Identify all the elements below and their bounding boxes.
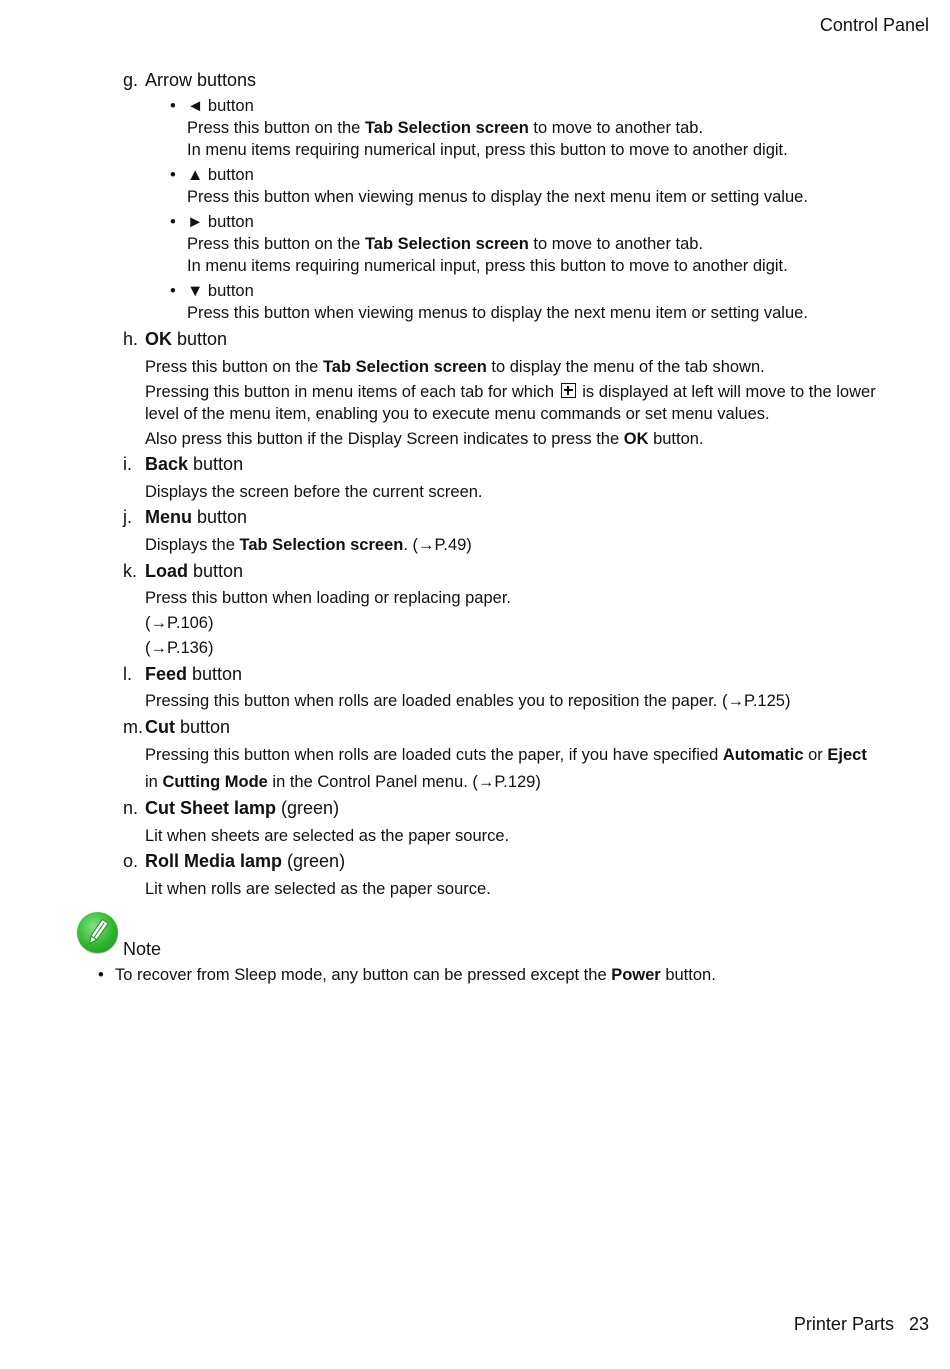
back-desc-1: Displays the screen before the current screen. xyxy=(145,483,483,501)
right-arrow-button-label: ► button xyxy=(187,213,254,231)
item-title-feed-button: Feed button xyxy=(145,664,243,684)
left-arrow-button-label: ◄ button xyxy=(187,97,254,115)
up-arrow-desc-1: Press this button when viewing menus to display the next menu item or setting value. xyxy=(187,188,808,206)
item-letter-k: k. xyxy=(123,561,138,581)
bullet: • xyxy=(170,213,176,231)
item-letter-l: l. xyxy=(123,664,132,684)
ok-desc-4: Also press this button if the Display Screen indicates to press the OK button. xyxy=(145,430,704,448)
item-letter-n: n. xyxy=(123,798,139,818)
right-arrow-desc-2: In menu items requiring numerical input, press this button to move to another digit. xyxy=(187,257,788,275)
up-arrow-button-label: ▲ button xyxy=(187,166,254,184)
item-title-cut-button: Cut button xyxy=(145,717,231,737)
load-ref-2[interactable]: (→P.136) xyxy=(145,639,214,657)
note-title: Note xyxy=(123,939,162,959)
item-title-arrow-buttons: Arrow buttons xyxy=(145,70,257,90)
down-arrow-desc-1: Press this button when viewing menus to display the next menu item or setting value. xyxy=(187,304,808,322)
bullet: • xyxy=(170,282,176,300)
bullet: • xyxy=(98,966,104,984)
item-title-cut-sheet-lamp: Cut Sheet lamp (green) xyxy=(145,798,340,818)
ok-desc-3: level of the menu item, enabling you to execute menu commands or set menu values. xyxy=(145,405,770,423)
item-title-ok-button: OK button xyxy=(145,329,228,349)
menu-desc-1: Displays the Tab Selection screen. (→P.49) xyxy=(145,536,472,554)
ok-desc-2: Pressing this button in menu items of each tab for which is displayed at left will move to the lower xyxy=(145,383,876,401)
item-title-back-button: Back button xyxy=(145,454,244,474)
load-ref-1[interactable]: (→P.106) xyxy=(145,614,214,632)
feed-desc-1: Pressing this button when rolls are loaded enables you to reposition the paper. (→P.125) xyxy=(145,692,791,710)
bullet: • xyxy=(170,166,176,184)
ok-desc-1: Press this button on the Tab Selection screen to display the menu of the tab shown. xyxy=(145,358,765,376)
page-number: 23 xyxy=(908,1314,929,1334)
submenu-plus-icon xyxy=(561,383,576,398)
note-pencil-icon xyxy=(77,912,118,953)
load-desc-1: Press this button when loading or replacing paper. xyxy=(145,589,511,607)
left-arrow-desc-1: Press this button on the Tab Selection screen to move to another tab. xyxy=(187,119,704,137)
item-letter-o: o. xyxy=(123,851,139,871)
item-title-menu-button: Menu button xyxy=(145,507,248,527)
note-text: To recover from Sleep mode, any button can be pressed except the Power button. xyxy=(115,966,716,984)
item-letter-h: h. xyxy=(123,329,139,349)
item-title-roll-media-lamp: Roll Media lamp (green) xyxy=(145,851,346,871)
down-arrow-button-label: ▼ button xyxy=(187,282,254,300)
item-letter-j: j. xyxy=(123,507,132,527)
cut-sheet-desc-1: Lit when sheets are selected as the paper source. xyxy=(145,827,510,845)
item-letter-g: g. xyxy=(123,70,139,90)
item-letter-m: m. xyxy=(123,717,143,737)
cut-desc-2: in Cutting Mode in the Control Panel menu. (→P.129) xyxy=(145,773,541,791)
cut-desc-1: Pressing this button when rolls are loaded cuts the paper, if you have specified Automatic or Eject xyxy=(145,746,867,764)
right-arrow-desc-1: Press this button on the Tab Selection screen to move to another tab. xyxy=(187,235,704,253)
roll-media-desc-1: Lit when rolls are selected as the paper source. xyxy=(145,880,491,898)
left-arrow-desc-2: In menu items requiring numerical input, press this button to move to another digit. xyxy=(187,141,788,159)
item-letter-i: i. xyxy=(123,454,132,474)
item-title-load-button: Load button xyxy=(145,561,244,581)
running-header: Control Panel xyxy=(819,15,929,35)
running-footer: Printer Parts 23 xyxy=(793,1314,929,1334)
bullet: • xyxy=(170,97,176,115)
